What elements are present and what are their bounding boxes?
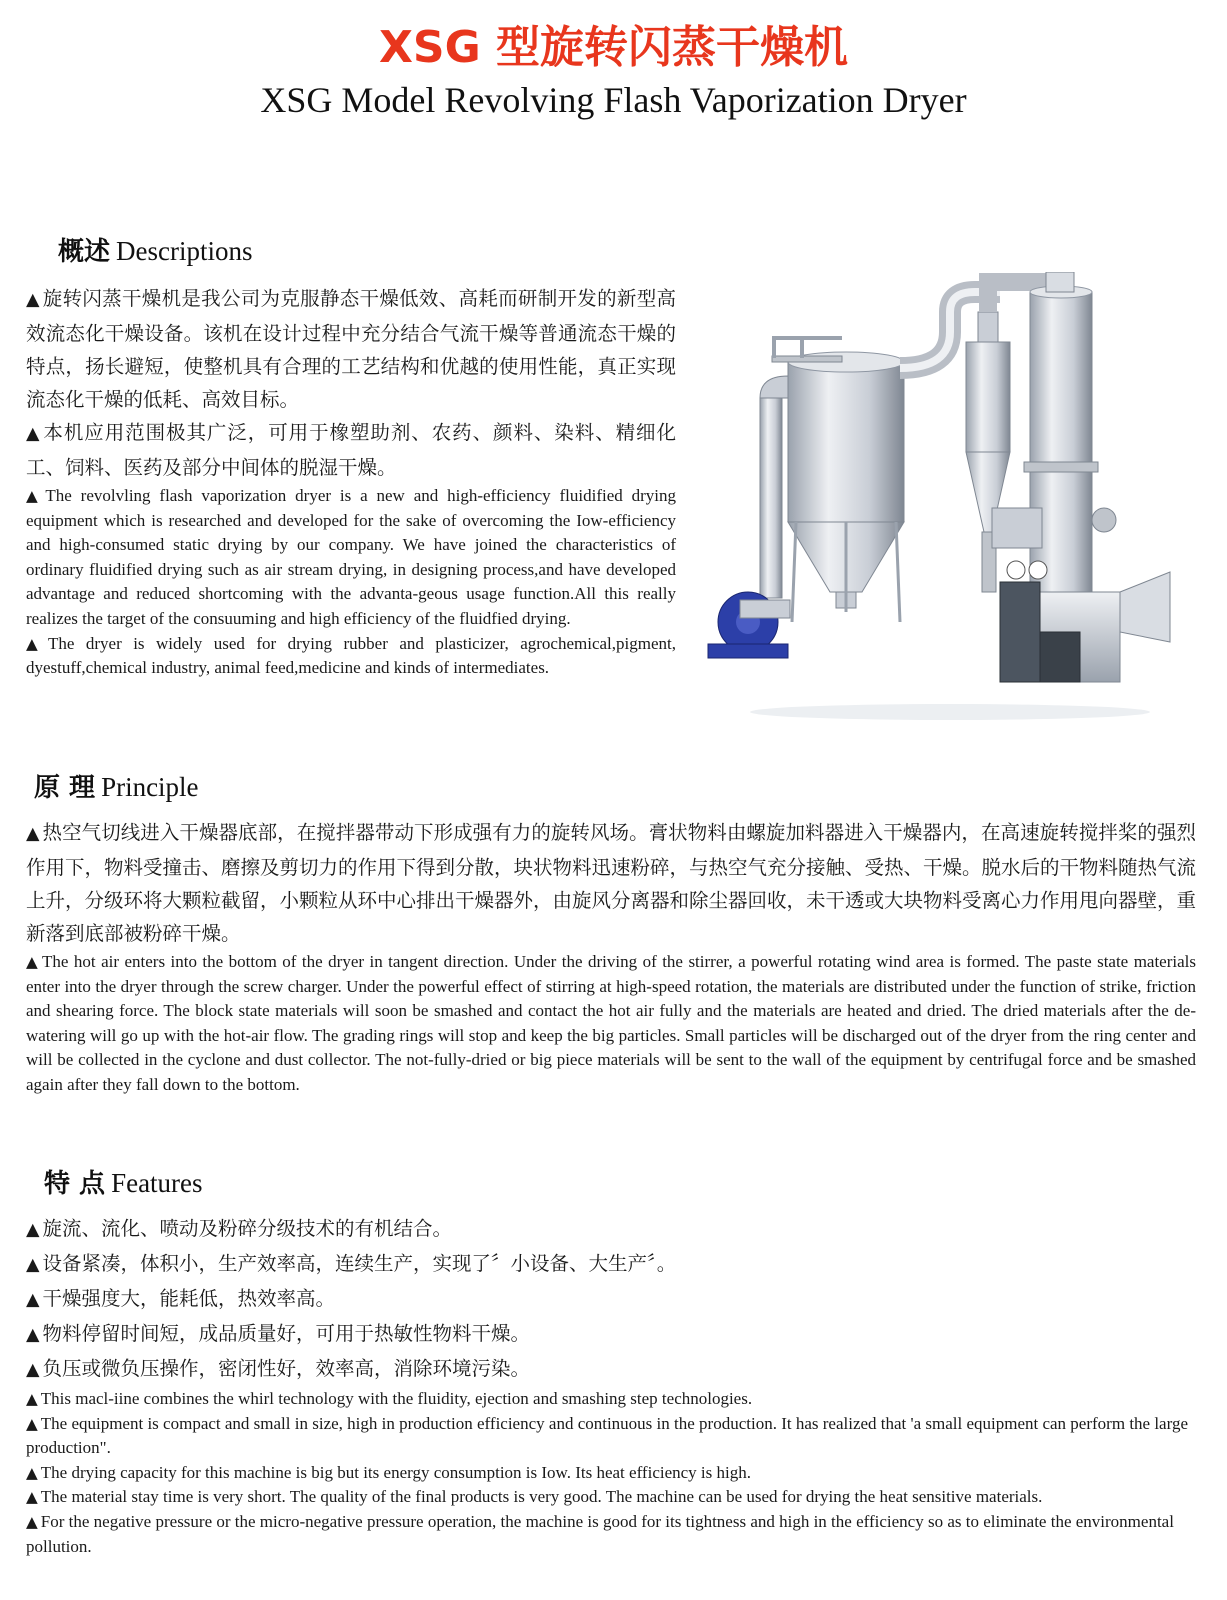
features-heading-en: Features — [111, 1168, 203, 1198]
blower-fan — [708, 376, 790, 658]
bullet-triangle-icon: ▲ — [26, 634, 45, 653]
bullet-triangle-icon: ▲ — [26, 1512, 38, 1531]
bullet-triangle-icon: ▲ — [26, 824, 40, 844]
principle-en-paragraph: ▲ The hot air enters into the bottom of the dryer in tangent direction. Under the driving of the stirrer, a powerful rotating wind area is formed. The paste state materials enter into the dryer through the screw charger. Under the powerful effect of stirring at high-speed rotation, the materials are distributed under the function of strike, friction and shearing force. The block state materials will soon be smashed and contact the hot air fully and the materials are heated and dried. The dried materials after the de-watering will go up with the hot-air flow. The grading rings will stop and keep the big particles. Small particles will be discharged out of the dryer from the ring center and will be collected in the cyclone and dust collector. The not-fully-dried or big piece materials will be sent to the wall of the equipment by centrifugal force and be smashed again after they fall down to the bottom. — [26, 952, 1197, 1094]
descriptions-heading — [58, 234, 253, 269]
features-en-item: ▲ For the negative pressure or the micro-negative pressure operation, the machine is good for its tightness and high in the efficiency so as to eliminate the environmental pollution. — [26, 1511, 1174, 1556]
principle-body — [26, 816, 1196, 1098]
features-heading-cn: 特 点 — [44, 1169, 106, 1199]
page-title-cn: XSG 型旋转闪蒸干燥机 — [378, 22, 849, 73]
bullet-triangle-icon: ▲ — [26, 1488, 38, 1507]
descriptions-cn-paragraph: ▲ 本机应用范围极其广泛，可用于橡塑助剂、农药、颜料、染料、精细化工、饲料、医药及部分中间体的脱湿干燥。 — [26, 421, 676, 479]
bullet-triangle-icon: ▲ — [26, 290, 40, 310]
bullet-triangle-icon: ▲ — [26, 487, 43, 505]
principle-heading-cn: 原 理 — [34, 773, 96, 803]
principle-heading — [34, 770, 199, 805]
descriptions-en-paragraph: ▲ The dryer is widely used for drying rubber and plasticizer, agrochemical,pigment, dyestuff,chemical industry, animal feed,medicine and kinds of intermediates. — [26, 633, 676, 678]
descriptions-cn-paragraph: ▲ 旋转闪蒸干燥机是我公司为克服静态干燥低效、高耗而研制开发的新型高效流态化干燥设备。该机在设计过程中充分结合气流干燥等普通流态干燥的特点，扬长避短，使整机具有合理的工艺结构和优越的使用性能，真正实现流态化干燥的低耗、高效目标。 — [26, 287, 676, 411]
bullet-triangle-icon: ▲ — [26, 1290, 40, 1310]
features-cn-item: ▲ 设备紧凑，体积小，生产效率高，连续生产，实现了〞小设备、大生产〞。 — [26, 1252, 677, 1275]
bullet-triangle-icon: ▲ — [26, 1255, 40, 1275]
features-en-item: ▲ This macl-iine combines the whirl technology with the fluidity, ejection and smashing step technologies. — [26, 1389, 753, 1408]
features-cn-item: ▲ 负压或微负压操作，密闭性好，效率高，消除环境污染。 — [26, 1357, 530, 1380]
bullet-triangle-icon: ▲ — [26, 1414, 38, 1433]
features-heading — [44, 1166, 203, 1201]
cyclone-separator — [966, 312, 1010, 592]
descriptions-en-paragraph: ▲ The revolvling flash vaporization dryer is a new and high-efficiency fluidified drying equipment which is researched and developed for the sake of overcoming the Iow-efficiency and high-consumed static drying by our company. We have joined the characteristics of ordinary fluidified drying such as air stream drying, in designing process,and have developed advantage and reduced shortcoming with the advanta-geous usage function.All this really realizes the target of the consuuming and high efficiency of the fluidfied drying. — [26, 486, 677, 628]
descriptions-heading-cn: 概述 — [58, 237, 111, 267]
flash-dryer-machine-illustration — [700, 272, 1200, 732]
features-cn-item: ▲ 旋流、流化、喷动及粉碎分级技术的有机结合。 — [26, 1217, 452, 1240]
principle-heading-en: Principle — [101, 772, 199, 802]
descriptions-heading-en: Descriptions — [116, 236, 253, 266]
bullet-triangle-icon: ▲ — [26, 953, 39, 971]
page-title-en: XSG Model Revolving Flash Vaporization Dryer — [260, 80, 967, 120]
descriptions-body — [26, 282, 676, 681]
features-cn-item: ▲ 物料停留时间短，成品质量好，可用于热敏性物料干燥。 — [26, 1322, 530, 1345]
principle-cn-paragraph: ▲ 热空气切线进入干燥器底部，在搅拌器带动下形成强有力的旋转风场。膏状物料由螺旋加料器进入干燥器内，在高速旋转搅拌桨的强烈作用下，物料受撞击、磨擦及剪切力的作用下得到分散，块状物料迅速粉碎，与热空气充分接触、受热、干燥。脱水后的干物料随热气流上升，分级环将大颗粒截留，小颗粒从环中心排出干燥器外，由旋风分离器和除尘器回收，未干透或大块物料受离心力作用甩向器壁，重新落到底部被粉碎干燥。 — [26, 821, 1197, 945]
features-body — [26, 1212, 1201, 1559]
bullet-triangle-icon: ▲ — [26, 424, 41, 444]
features-en-item: ▲ The equipment is compact and small in size, high in production efficiency and continuous in the production. It has realized that 'a small equipment can perform the large production". — [26, 1413, 1188, 1458]
features-en-item: ▲ The material stay time is very short. The quality of the final products is very good. The machine can be used for drying the heat sensitive materials. — [26, 1487, 1043, 1507]
bullet-triangle-icon: ▲ — [26, 1463, 38, 1482]
dust-collector — [772, 336, 904, 622]
bullet-triangle-icon: ▲ — [26, 1325, 40, 1345]
features-en-item: ▲ The drying capacity for this machine is big but its energy consumption is Iow. Its heat efficiency is high. — [26, 1462, 751, 1482]
bullet-triangle-icon: ▲ — [26, 1360, 40, 1380]
features-cn-item: ▲ 干燥强度大，能耗低，热效率高。 — [26, 1287, 335, 1310]
bullet-triangle-icon: ▲ — [26, 1220, 40, 1240]
bullet-triangle-icon: ▲ — [26, 1390, 38, 1408]
